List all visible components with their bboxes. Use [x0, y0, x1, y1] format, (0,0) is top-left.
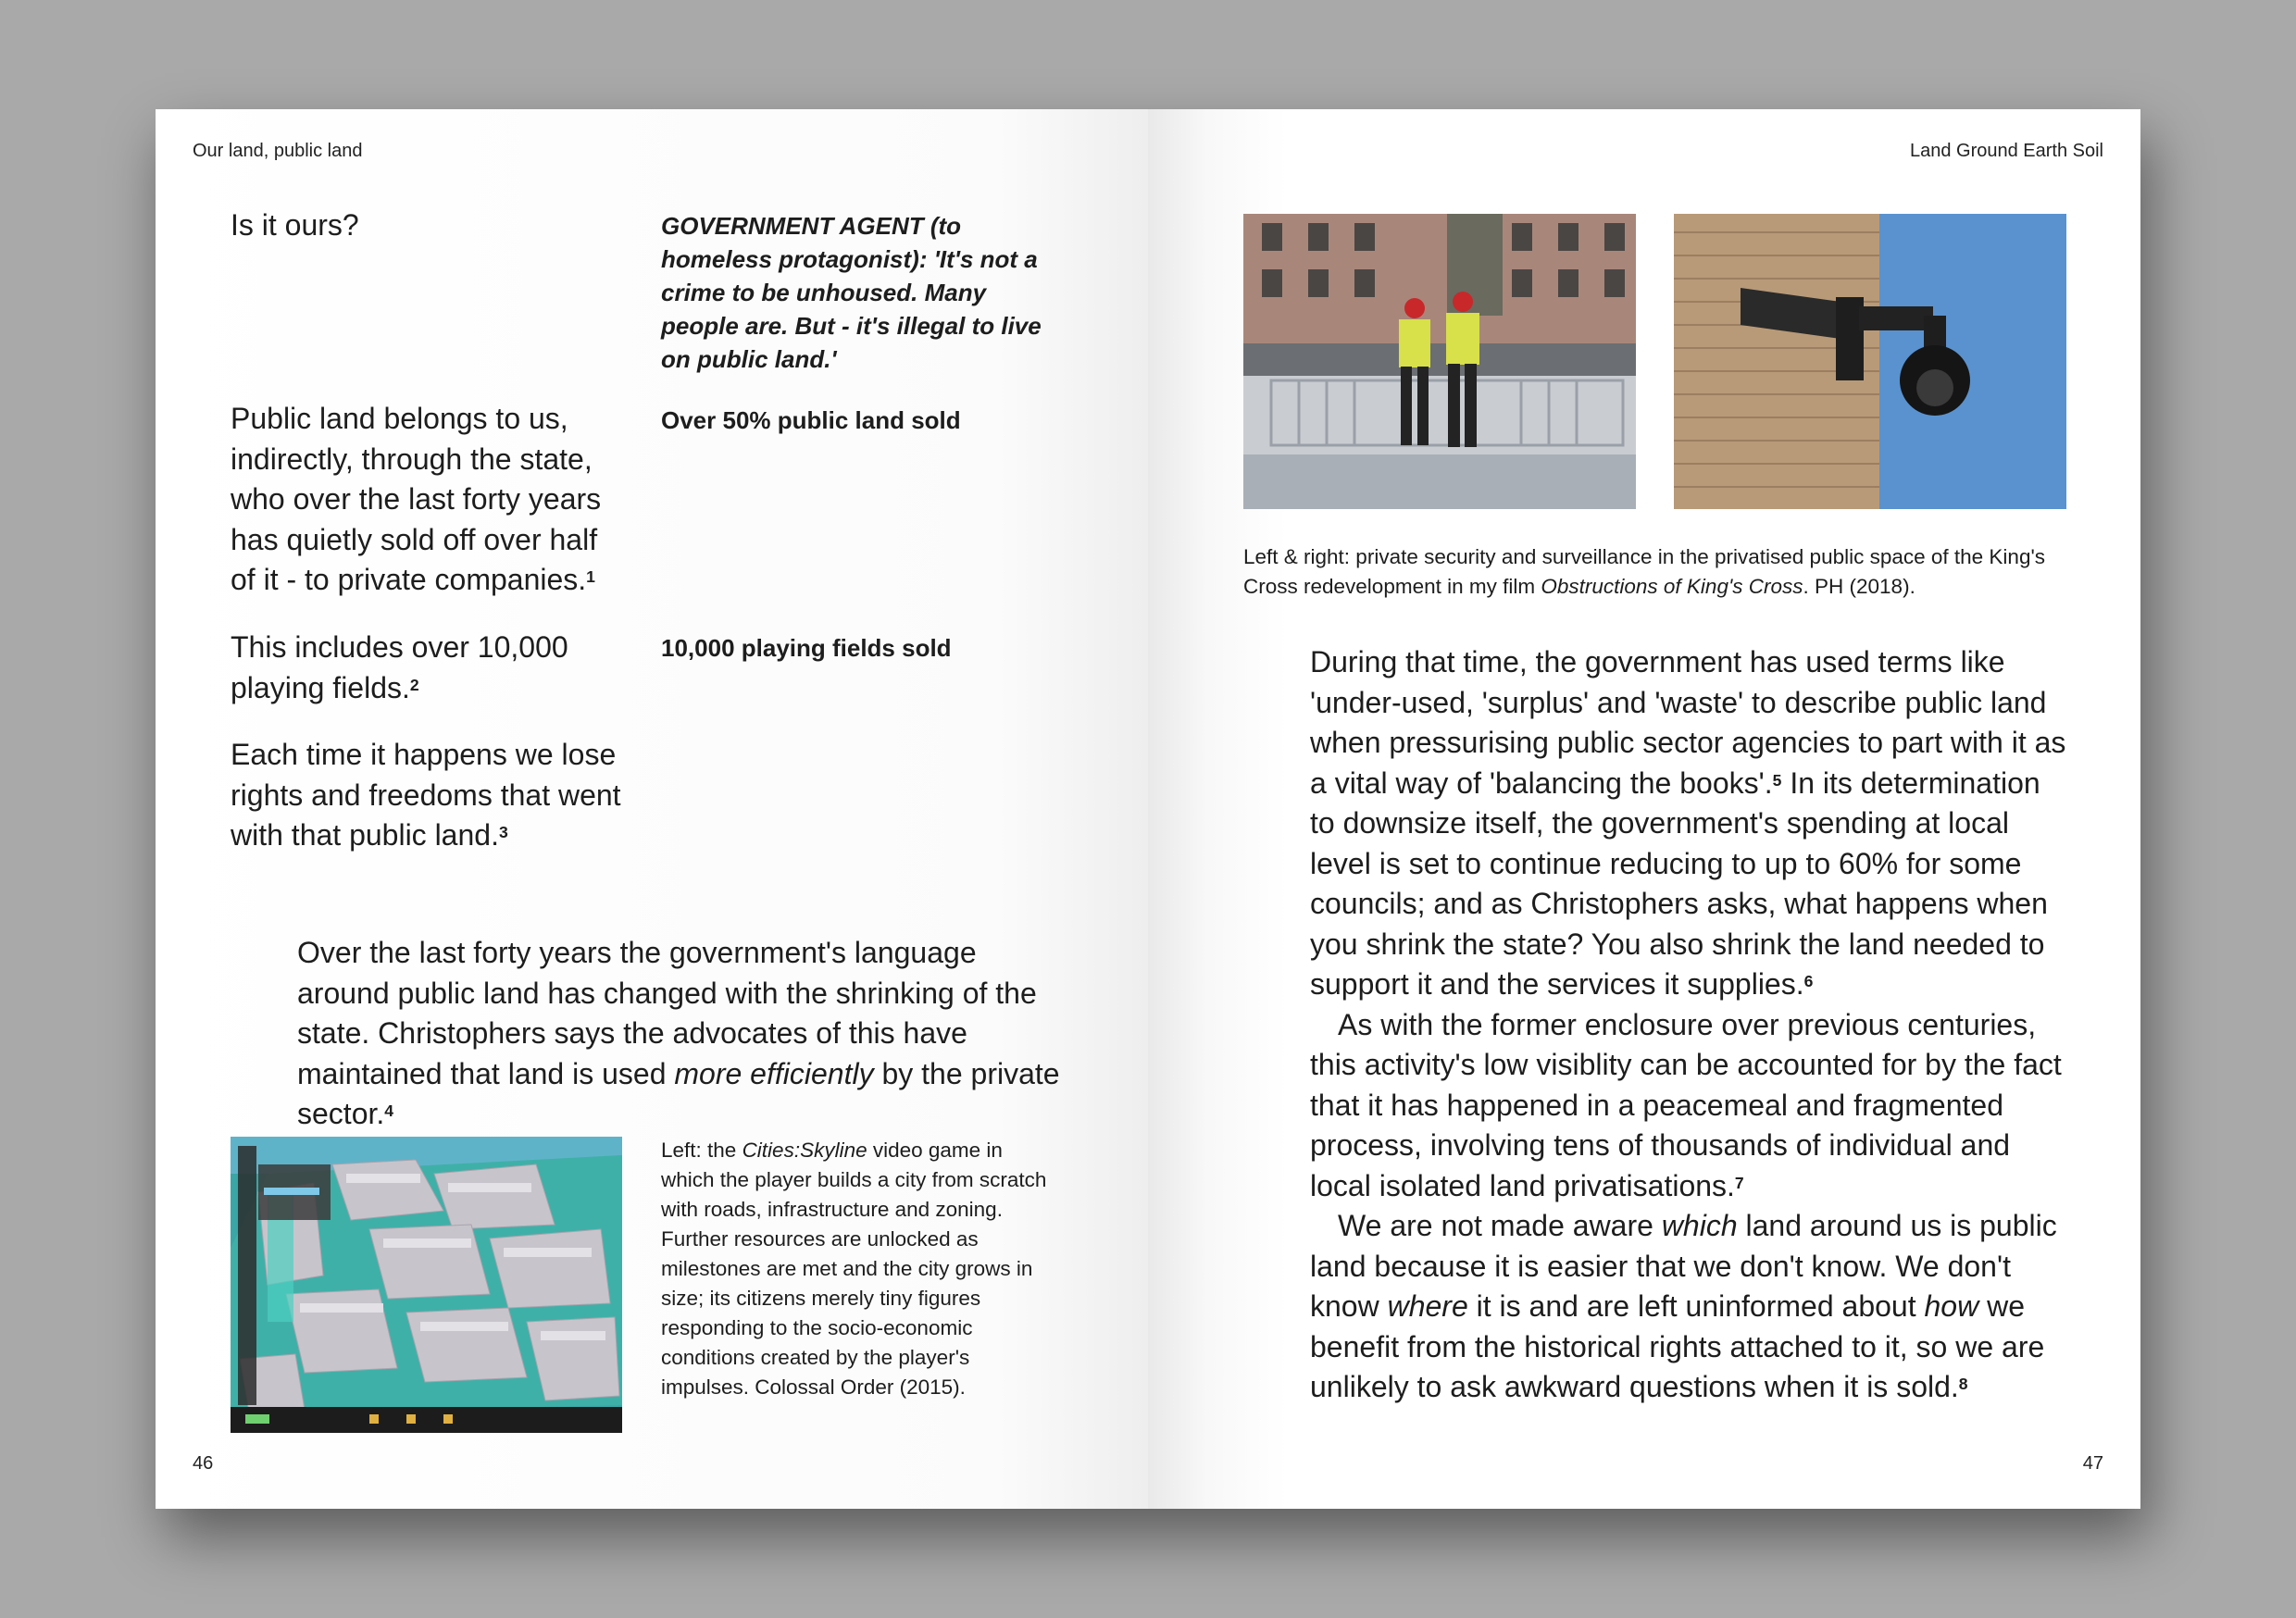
cities-skyline-caption: Left: the Cities:Skyline video game in which the player builds a city from scratch with roads, infrastructure and zoning. Further resources are unlocked as milestones are met and the city grows in size; its citizens merely tiny figures responding to the socio-economic conditions created by the player's impulses. Colossal Order (2015). [661, 1139, 1047, 1399]
book-spread [156, 109, 2140, 1509]
page-number-left: 46 [193, 1453, 214, 1474]
security-guards-photo [1243, 214, 1636, 509]
footnote-4[interactable]: 4 [384, 1101, 394, 1121]
paragraph-rights-freedoms: Each time it happens we lose rights and freedoms that went with that public land.$^3$ [231, 738, 621, 852]
footnote-6[interactable]: 6 [1803, 972, 1814, 991]
government-agent-quote: GOVERNMENT AGENT (to homeless protagonist): 'It's not a crime to be unhoused. Many people are. But - it's illegal to live on public land.' [661, 212, 1042, 373]
footnote-8[interactable]: 8 [1958, 1375, 1968, 1394]
paragraph-public-land: Public land belongs to us, indirectly, through the state, who over the last forty years has quietly sold off over half of it - to private companies.$^1$ [231, 402, 602, 596]
sidenote-over-50-percent: Over 50% public land sold [661, 406, 961, 434]
cities-skyline-screenshot [231, 1137, 622, 1433]
kings-cross-caption: Left & right: private security and surveillance in the privatised public space of the King's Cross redevelopment in my film Obstructions of King's Cross. PH (2018). [1243, 545, 2046, 598]
section-heading: Is it ours? [231, 208, 359, 242]
footnote-5[interactable]: 5 [1772, 770, 1782, 790]
sidenote-playing-fields: 10,000 playing fields sold [661, 634, 952, 662]
footnote-7[interactable]: 7 [1734, 1173, 1744, 1192]
running-head-left: Our land, public land [193, 141, 363, 161]
paragraph-government-language: Over the last forty years the government's language around public land has changed with the shrinking of the state. Christophers says the advocates of this have maintained that land is used more efficiently by the private sector.$^4$ [297, 936, 1060, 1130]
cctv-camera-photo [1674, 214, 2066, 509]
page-number-right: 47 [2082, 1453, 2103, 1474]
footnote-3[interactable]: 3 [498, 823, 508, 842]
footnote-1[interactable]: 1 [586, 567, 595, 587]
right-body-text [1310, 642, 2069, 1408]
paragraph-playing-fields: This includes over 10,000 playing fields.$^2$ [231, 630, 568, 704]
right-page [1148, 109, 2140, 1509]
footnote-2[interactable]: 2 [409, 675, 419, 694]
paragraph-under-used-land: During that time, the government has used terms like 'under-used, 'surplus' and 'waste' to describe public land when pressurising public sector agencies to part with it as a vital way of 'balancing the books'.$^5$ In its determination to downsize itself, the government's spending at local level is set to continue reducing to up to 60% for some councils; and as Christophers asks, what happens when you shrink the state? You also shrink the land needed to support it and the services it supplies.$^6$ [1310, 645, 2066, 1001]
paragraph-not-made-aware: We are not made aware which land around us is public land because it is easier that we don't know. We don't know where it is and are left uninformed about how we benefit from the historical rights attached to it, so we are unlikely to ask awkward questions when it is sold.$^8$ [1310, 1209, 2057, 1403]
running-head-right: Land Ground Earth Soil [1909, 141, 2103, 161]
left-page [156, 109, 1148, 1509]
paragraph-enclosure: As with the former enclosure over previous centuries, this activity's low visiblity can be accounted for by the fact that it has happened in a peacemeal and fragmented process, involving tens of thousands of individual and local isolated land privatisations.$^7$ [1310, 1007, 2062, 1202]
